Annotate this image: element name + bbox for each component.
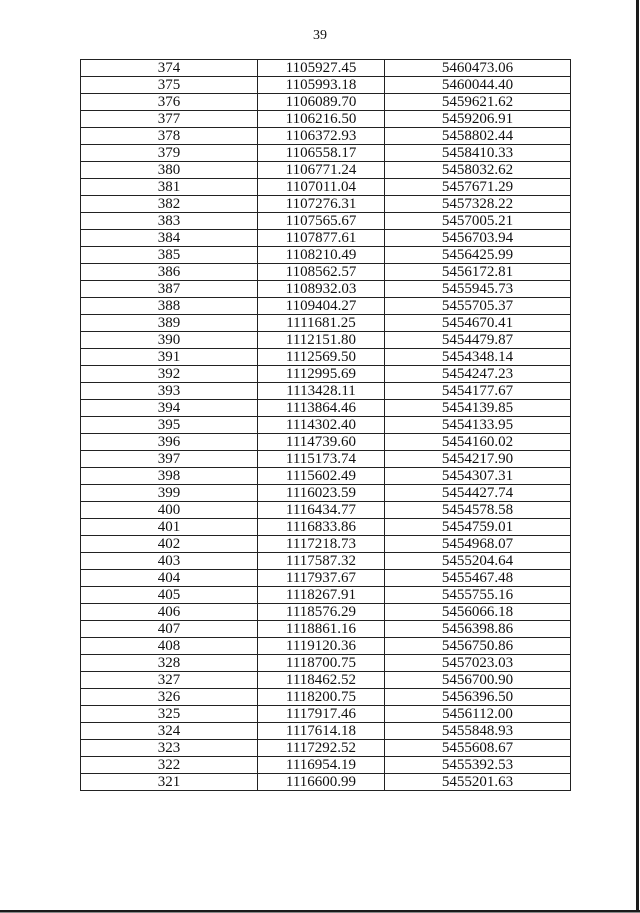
point-number-cell: 385	[81, 247, 258, 264]
y-coordinate-cell: 5455608.67	[385, 740, 571, 757]
y-coordinate-cell: 5454479.87	[385, 332, 571, 349]
y-coordinate-cell: 5455848.93	[385, 723, 571, 740]
table-row	[81, 60, 571, 77]
y-coordinate-cell: 5455467.48	[385, 570, 571, 587]
x-coordinate-cell: 1118462.52	[258, 672, 385, 689]
point-number-cell: 326	[81, 689, 258, 706]
page-number: 39	[313, 28, 327, 43]
point-number-cell: 379	[81, 145, 258, 162]
y-coordinate-cell: 5456700.90	[385, 672, 571, 689]
x-coordinate-cell: 1106558.17	[258, 145, 385, 162]
table-row	[81, 162, 571, 179]
x-coordinate-cell: 1118267.91	[258, 587, 385, 604]
point-number-cell: 399	[81, 485, 258, 502]
y-coordinate-cell: 5454177.67	[385, 383, 571, 400]
y-coordinate-cell: 5457328.22	[385, 196, 571, 213]
scan-right-edge	[636, 0, 639, 913]
x-coordinate-cell: 1108562.57	[258, 264, 385, 281]
y-coordinate-cell: 5456750.86	[385, 638, 571, 655]
y-coordinate-cell: 5457671.29	[385, 179, 571, 196]
x-coordinate-cell: 1107565.67	[258, 213, 385, 230]
table-row	[81, 570, 571, 587]
y-coordinate-cell: 5454759.01	[385, 519, 571, 536]
y-coordinate-cell: 5454139.85	[385, 400, 571, 417]
x-coordinate-cell: 1117587.32	[258, 553, 385, 570]
table-row	[81, 502, 571, 519]
x-coordinate-cell: 1106216.50	[258, 111, 385, 128]
table-row	[81, 655, 571, 672]
table-row	[81, 332, 571, 349]
table-row	[81, 723, 571, 740]
table-row	[81, 451, 571, 468]
x-coordinate-cell: 1108932.03	[258, 281, 385, 298]
point-number-cell: 383	[81, 213, 258, 230]
y-coordinate-cell: 5455204.64	[385, 553, 571, 570]
y-coordinate-cell: 5454160.02	[385, 434, 571, 451]
x-coordinate-cell: 1119120.36	[258, 638, 385, 655]
point-number-cell: 374	[81, 60, 258, 77]
point-number-cell: 392	[81, 366, 258, 383]
table-row	[81, 298, 571, 315]
x-coordinate-cell: 1113864.46	[258, 400, 385, 417]
table-row	[81, 638, 571, 655]
point-number-cell: 393	[81, 383, 258, 400]
table-row	[81, 349, 571, 366]
y-coordinate-cell: 5455392.53	[385, 757, 571, 774]
y-coordinate-cell: 5460044.40	[385, 77, 571, 94]
x-coordinate-cell: 1116600.99	[258, 774, 385, 791]
point-number-cell: 394	[81, 400, 258, 417]
y-coordinate-cell: 5458410.33	[385, 145, 571, 162]
x-coordinate-cell: 1117937.67	[258, 570, 385, 587]
y-coordinate-cell: 5454307.31	[385, 468, 571, 485]
point-number-cell: 380	[81, 162, 258, 179]
table-row	[81, 230, 571, 247]
x-coordinate-cell: 1105927.45	[258, 60, 385, 77]
point-number-cell: 324	[81, 723, 258, 740]
point-number-cell: 323	[81, 740, 258, 757]
y-coordinate-cell: 5454247.23	[385, 366, 571, 383]
table-row	[81, 587, 571, 604]
point-number-cell: 401	[81, 519, 258, 536]
y-coordinate-cell: 5455755.16	[385, 587, 571, 604]
y-coordinate-cell: 5460473.06	[385, 60, 571, 77]
y-coordinate-cell: 5459206.91	[385, 111, 571, 128]
point-number-cell: 386	[81, 264, 258, 281]
x-coordinate-cell: 1116954.19	[258, 757, 385, 774]
y-coordinate-cell: 5454133.95	[385, 417, 571, 434]
x-coordinate-cell: 1113428.11	[258, 383, 385, 400]
x-coordinate-cell: 1112151.80	[258, 332, 385, 349]
point-number-cell: 378	[81, 128, 258, 145]
point-number-cell: 400	[81, 502, 258, 519]
point-number-cell: 325	[81, 706, 258, 723]
y-coordinate-cell: 5456425.99	[385, 247, 571, 264]
y-coordinate-cell: 5456172.81	[385, 264, 571, 281]
coordinates-table-body	[81, 60, 571, 791]
x-coordinate-cell: 1108210.49	[258, 247, 385, 264]
point-number-cell: 408	[81, 638, 258, 655]
x-coordinate-cell: 1107877.61	[258, 230, 385, 247]
table-row	[81, 434, 571, 451]
table-row	[81, 774, 571, 791]
x-coordinate-cell: 1117292.52	[258, 740, 385, 757]
table-row	[81, 740, 571, 757]
point-number-cell: 321	[81, 774, 258, 791]
point-number-cell: 396	[81, 434, 258, 451]
table-row	[81, 179, 571, 196]
table-row	[81, 196, 571, 213]
table-row	[81, 757, 571, 774]
table-row	[81, 383, 571, 400]
point-number-cell: 381	[81, 179, 258, 196]
table-row	[81, 553, 571, 570]
y-coordinate-cell: 5456703.94	[385, 230, 571, 247]
point-number-cell: 377	[81, 111, 258, 128]
x-coordinate-cell: 1105993.18	[258, 77, 385, 94]
table-row	[81, 247, 571, 264]
y-coordinate-cell: 5457023.03	[385, 655, 571, 672]
point-number-cell: 403	[81, 553, 258, 570]
table-row	[81, 621, 571, 638]
table-row	[81, 417, 571, 434]
x-coordinate-cell: 1111681.25	[258, 315, 385, 332]
x-coordinate-cell: 1118576.29	[258, 604, 385, 621]
point-number-cell: 395	[81, 417, 258, 434]
y-coordinate-cell: 5455201.63	[385, 774, 571, 791]
table-row	[81, 213, 571, 230]
x-coordinate-cell: 1115173.74	[258, 451, 385, 468]
point-number-cell: 398	[81, 468, 258, 485]
table-row	[81, 77, 571, 94]
y-coordinate-cell: 5456112.00	[385, 706, 571, 723]
y-coordinate-cell: 5457005.21	[385, 213, 571, 230]
y-coordinate-cell: 5454217.90	[385, 451, 571, 468]
point-number-cell: 388	[81, 298, 258, 315]
table-row	[81, 536, 571, 553]
x-coordinate-cell: 1107276.31	[258, 196, 385, 213]
table-row	[81, 689, 571, 706]
y-coordinate-cell: 5456396.50	[385, 689, 571, 706]
table-row	[81, 281, 571, 298]
x-coordinate-cell: 1112569.50	[258, 349, 385, 366]
x-coordinate-cell: 1116023.59	[258, 485, 385, 502]
table-row	[81, 145, 571, 162]
y-coordinate-cell: 5455945.73	[385, 281, 571, 298]
x-coordinate-cell: 1106771.24	[258, 162, 385, 179]
table-row	[81, 485, 571, 502]
y-coordinate-cell: 5454348.14	[385, 349, 571, 366]
table-row	[81, 519, 571, 536]
point-number-cell: 391	[81, 349, 258, 366]
point-number-cell: 376	[81, 94, 258, 111]
x-coordinate-cell: 1117917.46	[258, 706, 385, 723]
point-number-cell: 402	[81, 536, 258, 553]
point-number-cell: 404	[81, 570, 258, 587]
x-coordinate-cell: 1106372.93	[258, 128, 385, 145]
y-coordinate-cell: 5454670.41	[385, 315, 571, 332]
point-number-cell: 382	[81, 196, 258, 213]
y-coordinate-cell: 5456066.18	[385, 604, 571, 621]
table-row	[81, 604, 571, 621]
table-row	[81, 94, 571, 111]
point-number-cell: 327	[81, 672, 258, 689]
x-coordinate-cell: 1109404.27	[258, 298, 385, 315]
y-coordinate-cell: 5455705.37	[385, 298, 571, 315]
y-coordinate-cell: 5454968.07	[385, 536, 571, 553]
x-coordinate-cell: 1118861.16	[258, 621, 385, 638]
x-coordinate-cell: 1116434.77	[258, 502, 385, 519]
x-coordinate-cell: 1115602.49	[258, 468, 385, 485]
x-coordinate-cell: 1107011.04	[258, 179, 385, 196]
x-coordinate-cell: 1117218.73	[258, 536, 385, 553]
y-coordinate-cell: 5459621.62	[385, 94, 571, 111]
point-number-cell: 406	[81, 604, 258, 621]
point-number-cell: 389	[81, 315, 258, 332]
x-coordinate-cell: 1118200.75	[258, 689, 385, 706]
table-row	[81, 315, 571, 332]
y-coordinate-cell: 5458032.62	[385, 162, 571, 179]
point-number-cell: 397	[81, 451, 258, 468]
y-coordinate-cell: 5458802.44	[385, 128, 571, 145]
table-row	[81, 128, 571, 145]
table-row	[81, 672, 571, 689]
table-row	[81, 706, 571, 723]
point-number-cell: 384	[81, 230, 258, 247]
x-coordinate-cell: 1106089.70	[258, 94, 385, 111]
point-number-cell: 407	[81, 621, 258, 638]
x-coordinate-cell: 1114739.60	[258, 434, 385, 451]
point-number-cell: 328	[81, 655, 258, 672]
x-coordinate-cell: 1117614.18	[258, 723, 385, 740]
table-row	[81, 264, 571, 281]
y-coordinate-cell: 5454578.58	[385, 502, 571, 519]
point-number-cell: 405	[81, 587, 258, 604]
x-coordinate-cell: 1114302.40	[258, 417, 385, 434]
point-number-cell: 322	[81, 757, 258, 774]
x-coordinate-cell: 1118700.75	[258, 655, 385, 672]
table-row	[81, 468, 571, 485]
point-number-cell: 390	[81, 332, 258, 349]
point-number-cell: 387	[81, 281, 258, 298]
x-coordinate-cell: 1116833.86	[258, 519, 385, 536]
table-row	[81, 111, 571, 128]
point-number-cell: 375	[81, 77, 258, 94]
x-coordinate-cell: 1112995.69	[258, 366, 385, 383]
y-coordinate-cell: 5456398.86	[385, 621, 571, 638]
y-coordinate-cell: 5454427.74	[385, 485, 571, 502]
table-row	[81, 366, 571, 383]
table-row	[81, 400, 571, 417]
coordinates-table	[80, 59, 571, 791]
